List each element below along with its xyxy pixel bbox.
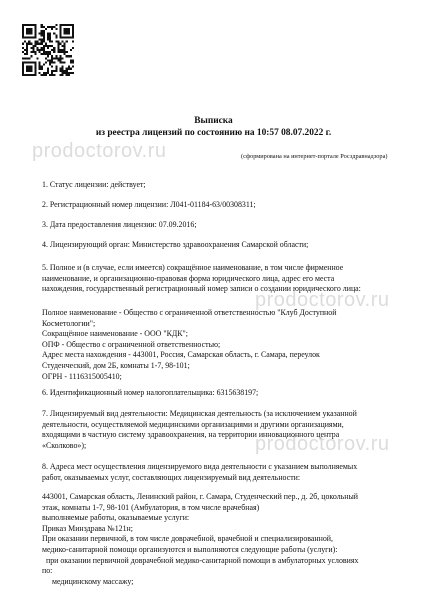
organization-details [42,308,412,382]
source-note: (сформирована на интернет-портале Росздравнадзора) [241,153,388,160]
text-line: Адрес места нахождения - 443001, Россия, Самарская область, г. Самара, переулок [42,350,320,360]
text-line: Полное наименование - Общество с ограниченной ответственностью "Клуб Доступной [42,308,337,317]
license-status: 1. Статус лицензии: действует; [42,180,146,189]
text-line: работ, оказываемых услуг, составляющих лицензируемый вид деятельности: [42,472,301,482]
text-line: При оказании первичной, в том числе доврачебной, врачебной и специализированной, [42,534,333,544]
text-line: по: [42,566,53,576]
licensed-activity [42,409,412,451]
text-line: Студенческий, дом 2Б, комнаты 1-7, 98-101; [42,360,190,370]
qr-code-icon [22,24,74,76]
text-line: медицинскому массажу; [52,576,134,586]
text-line: выполняемые работы, оказываемые услуги: [42,513,190,523]
name-heading [42,263,412,295]
text-line: 443001, Самарская область, Ленинский район, г. Самара, Студенческий пер., д. 2б, цокольный [42,492,358,501]
text-line: Косметологии"; [42,318,96,328]
address-details [42,492,412,587]
text-line: 7. Лицензируемый вид деятельности: Медицинская деятельность (за исключением указанной [42,409,357,418]
watermark: prodoctorov.ru [32,140,167,162]
text-line: наименование, и организационно-правовая форма юридического лица, адрес его места [42,273,335,283]
taxpayer-number: 6. Идентификационный номер налогоплательщика: 6315638197; [42,388,259,397]
document-title: Выписка [194,116,233,126]
issue-date: 3. Дата предоставления лицензии: 07.09.2016; [42,220,197,229]
watermark: prodoctorov.ru [255,433,390,455]
text-line: Приказ Минздрава №121н; [42,523,133,533]
text-line: этаж, комнаты 1-7, 98-101 (Амбулатория, в том числе врачебная) [42,502,260,512]
text-line: при оказании первичной доврачебной медико-санитарной помощи в амбулаторных условиях [46,555,359,565]
text-line: нахождения, государственный регистрационный номер записи о создании юридического лица: [42,284,361,294]
text-line: деятельности, осуществляемой медицинскими организациями и другими организациями, [42,419,344,429]
text-line: ОГРН - 1116315005410; [42,371,122,381]
address-heading [42,462,412,483]
document-subtitle: из реестра лицензий по состоянию на 10:57 08.07.2022 г. [95,128,332,138]
text-line: ОПФ - Общество с ограниченной ответственностью; [42,339,221,349]
text-line: Сокращённое наименование - ООО "КДК"; [42,329,188,339]
watermark: prodoctorov.ru [255,289,390,311]
text-line: 5. Полное и (в случае, если имеется) сокращённое наименование, в том числе фирменное [42,263,344,272]
text-line: «Сколково»); [42,440,87,450]
text-line: входящими в частную систему здравоохранения, на территории инновационного центра [42,430,340,440]
text-line: 8. Адреса мест осуществления лицензируемого вида деятельности с указанием выполняемых [42,462,358,471]
licensing-authority: 4. Лицензирующий орган: Министерство здравоохранения Самарской области; [42,240,309,249]
text-line: медико-санитарной помощи организуются и выполняются следующие работы (услуги): [42,544,338,554]
registration-number: 2. Регистрационный номер лицензии: Л041-01184-63/00308311; [42,200,256,209]
